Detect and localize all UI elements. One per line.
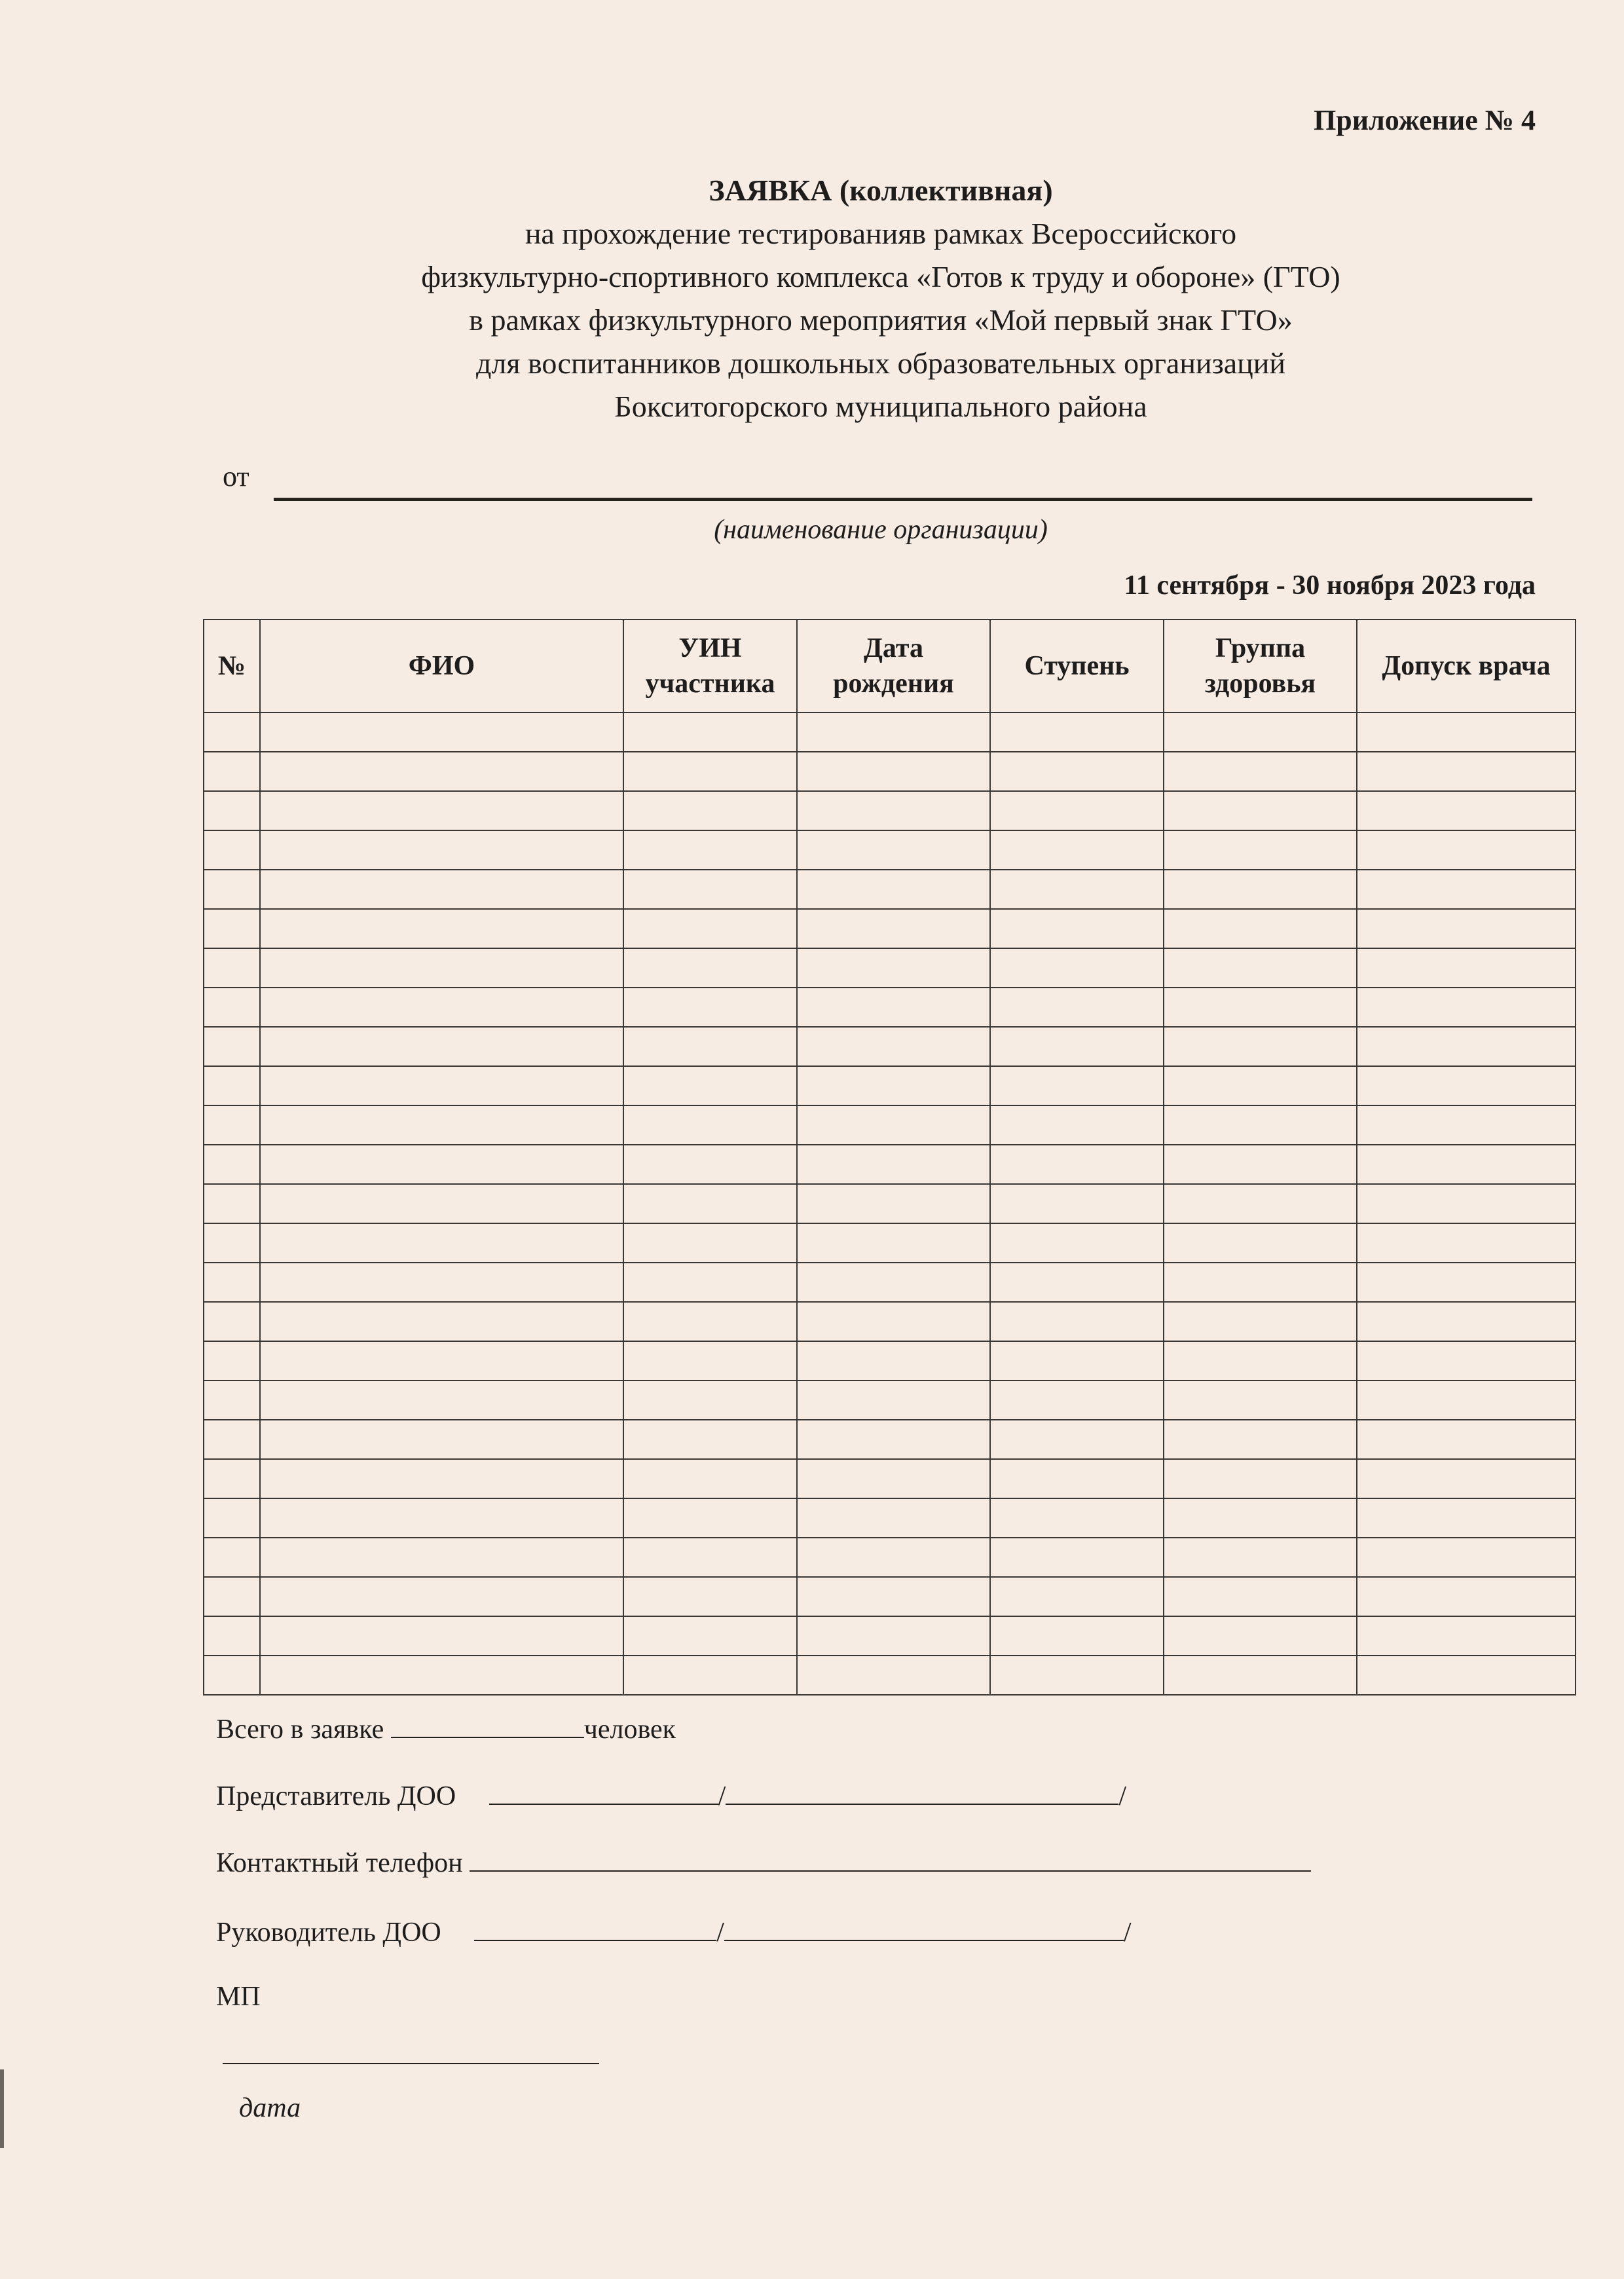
table-cell[interactable] bbox=[204, 713, 260, 752]
table-cell[interactable] bbox=[1164, 1341, 1357, 1380]
table-cell[interactable] bbox=[204, 988, 260, 1027]
table-row bbox=[204, 1538, 1576, 1577]
table-cell[interactable] bbox=[1357, 1223, 1576, 1263]
table-cell[interactable] bbox=[990, 1027, 1164, 1066]
table-cell[interactable] bbox=[623, 1263, 797, 1302]
table-cell[interactable] bbox=[204, 1066, 260, 1105]
table-cell[interactable] bbox=[623, 1656, 797, 1695]
table-cell[interactable] bbox=[260, 1263, 623, 1302]
document-title: ЗАЯВКА (коллективная) bbox=[709, 174, 1053, 207]
table-cell[interactable] bbox=[1164, 1420, 1357, 1459]
phone-line bbox=[216, 1844, 1311, 1879]
table-cell[interactable] bbox=[204, 1498, 260, 1538]
table-cell[interactable] bbox=[623, 1420, 797, 1459]
table-cell[interactable] bbox=[260, 1616, 623, 1656]
table-row bbox=[204, 948, 1576, 988]
head-signature-field[interactable] bbox=[474, 1914, 716, 1941]
table-cell[interactable] bbox=[623, 1380, 797, 1420]
column-header-number: № bbox=[204, 620, 260, 713]
table-cell[interactable] bbox=[990, 1656, 1164, 1695]
table-cell[interactable] bbox=[204, 1302, 260, 1341]
table-row bbox=[204, 1302, 1576, 1341]
table-cell[interactable] bbox=[1357, 1498, 1576, 1538]
table-cell[interactable] bbox=[204, 1105, 260, 1145]
table-cell[interactable] bbox=[990, 988, 1164, 1027]
table-cell[interactable] bbox=[260, 1577, 623, 1616]
table-cell[interactable] bbox=[797, 1656, 990, 1695]
table-cell[interactable] bbox=[1164, 1223, 1357, 1263]
table-cell[interactable] bbox=[797, 1105, 990, 1145]
table-cell[interactable] bbox=[1357, 713, 1576, 752]
table-cell[interactable] bbox=[797, 1498, 990, 1538]
heading-line: для воспитанников дошкольных образовательных организаций bbox=[475, 346, 1286, 380]
table-cell[interactable] bbox=[204, 1341, 260, 1380]
table-cell[interactable] bbox=[1357, 948, 1576, 988]
table-header-row bbox=[204, 620, 1576, 713]
table-cell[interactable] bbox=[260, 713, 623, 752]
table-cell[interactable] bbox=[1164, 870, 1357, 909]
table-row bbox=[204, 1420, 1576, 1459]
heading-line: в рамках физкультурного мероприятия «Мой первый знак ГТО» bbox=[469, 303, 1293, 337]
table-cell[interactable] bbox=[990, 752, 1164, 791]
table-row bbox=[204, 1341, 1576, 1380]
table-cell[interactable] bbox=[623, 1105, 797, 1145]
table-cell[interactable] bbox=[204, 909, 260, 948]
table-cell[interactable] bbox=[260, 830, 623, 870]
table-row bbox=[204, 909, 1576, 948]
table-row bbox=[204, 1066, 1576, 1105]
table-cell[interactable] bbox=[797, 988, 990, 1027]
table-cell[interactable] bbox=[260, 1223, 623, 1263]
slash: / bbox=[1118, 1781, 1127, 1811]
table-cell[interactable] bbox=[204, 1616, 260, 1656]
stamp-place-label: МП bbox=[216, 1982, 261, 2012]
table-row bbox=[204, 1145, 1576, 1184]
table-cell[interactable] bbox=[990, 1223, 1164, 1263]
table-cell[interactable] bbox=[260, 791, 623, 830]
head-label: Руководитель ДОО bbox=[216, 1918, 441, 1948]
heading-line: Бокситогорского муниципального района bbox=[614, 390, 1147, 423]
table-cell[interactable] bbox=[204, 948, 260, 988]
table-cell[interactable] bbox=[1357, 752, 1576, 791]
table-cell[interactable] bbox=[260, 752, 623, 791]
table-cell[interactable] bbox=[797, 948, 990, 988]
table-cell[interactable] bbox=[1357, 1263, 1576, 1302]
table-cell[interactable] bbox=[990, 1145, 1164, 1184]
table-cell[interactable] bbox=[990, 1538, 1164, 1577]
table-cell[interactable] bbox=[797, 1380, 990, 1420]
table-cell[interactable] bbox=[204, 1459, 260, 1498]
table-cell[interactable] bbox=[797, 870, 990, 909]
table-cell[interactable] bbox=[1164, 1380, 1357, 1420]
table-row bbox=[204, 1223, 1576, 1263]
table-cell[interactable] bbox=[623, 1498, 797, 1538]
representative-line bbox=[216, 1777, 1126, 1812]
table-cell[interactable] bbox=[990, 1577, 1164, 1616]
table-cell[interactable] bbox=[1357, 909, 1576, 948]
table-cell[interactable] bbox=[990, 870, 1164, 909]
column-header-doctor-approval: Допуск врача bbox=[1357, 620, 1576, 713]
table-cell[interactable] bbox=[623, 1145, 797, 1184]
table-cell[interactable] bbox=[260, 1027, 623, 1066]
table-cell[interactable] bbox=[990, 1420, 1164, 1459]
table-cell[interactable] bbox=[1164, 909, 1357, 948]
table-cell[interactable] bbox=[260, 1380, 623, 1420]
table-row bbox=[204, 713, 1576, 752]
table-row bbox=[204, 1027, 1576, 1066]
table-cell[interactable] bbox=[623, 830, 797, 870]
table-cell[interactable] bbox=[260, 1538, 623, 1577]
table-row bbox=[204, 1656, 1576, 1695]
table-cell[interactable] bbox=[1357, 1184, 1576, 1223]
from-label: от bbox=[223, 460, 249, 492]
table-cell[interactable] bbox=[990, 1459, 1164, 1498]
heading-line: на прохождение тестированияв рамках Всероссийского bbox=[525, 217, 1237, 250]
representative-signature-field[interactable] bbox=[489, 1777, 718, 1805]
table-cell[interactable] bbox=[204, 1027, 260, 1066]
table-cell[interactable] bbox=[1357, 1577, 1576, 1616]
table-cell[interactable] bbox=[1164, 752, 1357, 791]
slash: / bbox=[718, 1781, 726, 1811]
table-cell[interactable] bbox=[1164, 1145, 1357, 1184]
table-cell[interactable] bbox=[990, 1616, 1164, 1656]
table-cell[interactable] bbox=[990, 830, 1164, 870]
phone-field[interactable] bbox=[470, 1844, 1311, 1872]
table-cell[interactable] bbox=[797, 1027, 990, 1066]
date-field[interactable] bbox=[223, 2063, 599, 2064]
table-cell[interactable] bbox=[1164, 948, 1357, 988]
table-cell[interactable] bbox=[1357, 1027, 1576, 1066]
table-cell[interactable] bbox=[623, 1616, 797, 1656]
table-cell[interactable] bbox=[1164, 1577, 1357, 1616]
table-cell[interactable] bbox=[1164, 713, 1357, 752]
table-cell[interactable] bbox=[260, 1420, 623, 1459]
table-cell[interactable] bbox=[797, 1459, 990, 1498]
table-cell[interactable] bbox=[1357, 830, 1576, 870]
representative-name-field[interactable] bbox=[726, 1777, 1118, 1805]
table-row bbox=[204, 1380, 1576, 1420]
table-cell[interactable] bbox=[797, 909, 990, 948]
table-cell[interactable] bbox=[1164, 1105, 1357, 1145]
table-cell[interactable] bbox=[204, 1538, 260, 1577]
table-cell[interactable] bbox=[1357, 1145, 1576, 1184]
table-cell[interactable] bbox=[623, 1027, 797, 1066]
organization-field[interactable] bbox=[223, 460, 1532, 506]
table-cell[interactable] bbox=[1357, 1066, 1576, 1105]
table-cell[interactable] bbox=[990, 909, 1164, 948]
table-cell[interactable] bbox=[990, 1105, 1164, 1145]
table-cell[interactable] bbox=[990, 1341, 1164, 1380]
table-cell[interactable] bbox=[797, 1538, 990, 1577]
total-count-field[interactable] bbox=[391, 1711, 584, 1738]
table-cell[interactable] bbox=[623, 1538, 797, 1577]
table-cell[interactable] bbox=[797, 1420, 990, 1459]
table-cell[interactable] bbox=[260, 1656, 623, 1695]
table-cell[interactable] bbox=[1357, 1616, 1576, 1656]
column-header-level: Ступень bbox=[990, 620, 1164, 713]
table-body bbox=[204, 713, 1576, 1695]
table-cell[interactable] bbox=[260, 1066, 623, 1105]
column-header-health-group: Группа здоровья bbox=[1164, 620, 1357, 713]
table-cell[interactable] bbox=[204, 1380, 260, 1420]
table-cell[interactable] bbox=[260, 1341, 623, 1380]
table-cell[interactable] bbox=[204, 870, 260, 909]
table-cell[interactable] bbox=[1164, 988, 1357, 1027]
table-cell[interactable] bbox=[1357, 1459, 1576, 1498]
table-row bbox=[204, 1105, 1576, 1145]
table-cell[interactable] bbox=[1357, 1302, 1576, 1341]
table-cell[interactable] bbox=[260, 1184, 623, 1223]
table-cell[interactable] bbox=[1164, 830, 1357, 870]
table-cell[interactable] bbox=[260, 1302, 623, 1341]
table-cell[interactable] bbox=[260, 1145, 623, 1184]
table-cell[interactable] bbox=[990, 1184, 1164, 1223]
table-cell[interactable] bbox=[623, 791, 797, 830]
table-cell[interactable] bbox=[623, 988, 797, 1027]
table-cell[interactable] bbox=[204, 1577, 260, 1616]
table-row bbox=[204, 870, 1576, 909]
table-cell[interactable] bbox=[990, 1263, 1164, 1302]
table-cell[interactable] bbox=[990, 1498, 1164, 1538]
scan-edge-mark bbox=[0, 2069, 4, 2148]
column-header-birthdate: Дата рождения bbox=[797, 620, 990, 713]
heading-line: физкультурно-спортивного комплекса «Готов к труду и обороне» (ГТО) bbox=[421, 260, 1340, 293]
table-cell[interactable] bbox=[1357, 988, 1576, 1027]
table-cell[interactable] bbox=[1164, 1459, 1357, 1498]
table-row bbox=[204, 1263, 1576, 1302]
head-line bbox=[216, 1914, 1132, 1948]
table-row bbox=[204, 791, 1576, 830]
table-row bbox=[204, 1459, 1576, 1498]
table-cell[interactable] bbox=[1164, 1302, 1357, 1341]
table-cell[interactable] bbox=[623, 752, 797, 791]
table-cell[interactable] bbox=[260, 1459, 623, 1498]
table-cell[interactable] bbox=[1164, 1616, 1357, 1656]
table-cell[interactable] bbox=[797, 1302, 990, 1341]
table-cell[interactable] bbox=[1164, 1498, 1357, 1538]
total-prefix: Всего в заявке bbox=[216, 1714, 384, 1745]
table-cell[interactable] bbox=[204, 752, 260, 791]
date-caption: дата bbox=[239, 2093, 301, 2123]
table-cell[interactable] bbox=[204, 1145, 260, 1184]
organization-caption: (наименование организации) bbox=[714, 515, 1048, 545]
document-heading bbox=[0, 169, 1624, 428]
column-header-name: ФИО bbox=[260, 620, 623, 713]
participants-table bbox=[203, 619, 1576, 1695]
table-cell[interactable] bbox=[990, 948, 1164, 988]
total-line bbox=[216, 1711, 676, 1745]
table-cell[interactable] bbox=[990, 791, 1164, 830]
table-cell[interactable] bbox=[204, 791, 260, 830]
table-cell[interactable] bbox=[797, 713, 990, 752]
table-row bbox=[204, 1577, 1576, 1616]
table-row bbox=[204, 988, 1576, 1027]
table-cell[interactable] bbox=[204, 1420, 260, 1459]
table-cell[interactable] bbox=[797, 791, 990, 830]
table-cell[interactable] bbox=[260, 909, 623, 948]
table-row bbox=[204, 830, 1576, 870]
table-cell[interactable] bbox=[204, 1656, 260, 1695]
table-cell[interactable] bbox=[623, 1184, 797, 1223]
table-cell[interactable] bbox=[1164, 791, 1357, 830]
table-cell[interactable] bbox=[204, 830, 260, 870]
table-cell[interactable] bbox=[1357, 1380, 1576, 1420]
table-cell[interactable] bbox=[990, 1302, 1164, 1341]
table-cell[interactable] bbox=[797, 1223, 990, 1263]
table-cell[interactable] bbox=[1164, 1184, 1357, 1223]
table-cell[interactable] bbox=[1164, 1538, 1357, 1577]
table-row bbox=[204, 1184, 1576, 1223]
table-cell[interactable] bbox=[623, 1459, 797, 1498]
table-cell[interactable] bbox=[797, 752, 990, 791]
table-cell[interactable] bbox=[260, 948, 623, 988]
event-dates: 11 сентября - 30 ноября 2023 года bbox=[1124, 570, 1536, 601]
table-cell[interactable] bbox=[797, 1263, 990, 1302]
table-cell[interactable] bbox=[1164, 1656, 1357, 1695]
table-cell[interactable] bbox=[797, 1616, 990, 1656]
table-cell[interactable] bbox=[797, 830, 990, 870]
table-cell[interactable] bbox=[797, 1145, 990, 1184]
table-cell[interactable] bbox=[1164, 1263, 1357, 1302]
table-cell[interactable] bbox=[1357, 791, 1576, 830]
head-name-field[interactable] bbox=[724, 1914, 1124, 1941]
table-cell[interactable] bbox=[204, 1263, 260, 1302]
slash: / bbox=[716, 1918, 724, 1948]
table-cell[interactable] bbox=[623, 948, 797, 988]
table-cell[interactable] bbox=[623, 1341, 797, 1380]
table-cell[interactable] bbox=[1357, 1538, 1576, 1577]
table-cell[interactable] bbox=[797, 1184, 990, 1223]
table-cell[interactable] bbox=[260, 1105, 623, 1145]
table-cell[interactable] bbox=[990, 1066, 1164, 1105]
table-cell[interactable] bbox=[1357, 1420, 1576, 1459]
table-cell[interactable] bbox=[1164, 1027, 1357, 1066]
table-cell[interactable] bbox=[623, 1577, 797, 1616]
table-row bbox=[204, 1616, 1576, 1656]
table-cell[interactable] bbox=[1357, 870, 1576, 909]
phone-label: Контактный телефон bbox=[216, 1848, 463, 1878]
table-cell[interactable] bbox=[1164, 1066, 1357, 1105]
slash: / bbox=[1123, 1918, 1132, 1948]
table-cell[interactable] bbox=[797, 1341, 990, 1380]
table-cell[interactable] bbox=[623, 713, 797, 752]
total-suffix: человек bbox=[583, 1714, 676, 1745]
table-cell[interactable] bbox=[623, 1302, 797, 1341]
table-cell[interactable] bbox=[260, 988, 623, 1027]
table-cell[interactable] bbox=[623, 1066, 797, 1105]
table-cell[interactable] bbox=[797, 1577, 990, 1616]
representative-label: Представитель ДОО bbox=[216, 1781, 456, 1811]
table-cell[interactable] bbox=[1357, 1341, 1576, 1380]
appendix-label: Приложение № 4 bbox=[1314, 104, 1536, 136]
table-cell[interactable] bbox=[204, 1223, 260, 1263]
column-header-uin: УИН участника bbox=[623, 620, 797, 713]
table-cell[interactable] bbox=[990, 1380, 1164, 1420]
table-cell[interactable] bbox=[260, 870, 623, 909]
table-cell[interactable] bbox=[797, 1066, 990, 1105]
table-cell[interactable] bbox=[1357, 1105, 1576, 1145]
table-cell[interactable] bbox=[990, 713, 1164, 752]
table-cell[interactable] bbox=[623, 1223, 797, 1263]
table-cell[interactable] bbox=[1357, 1656, 1576, 1695]
table-row bbox=[204, 752, 1576, 791]
organization-underline[interactable] bbox=[274, 498, 1532, 501]
table-cell[interactable] bbox=[204, 1184, 260, 1223]
table-row bbox=[204, 1498, 1576, 1538]
table-cell[interactable] bbox=[260, 1498, 623, 1538]
table-cell[interactable] bbox=[623, 870, 797, 909]
table-cell[interactable] bbox=[623, 909, 797, 948]
